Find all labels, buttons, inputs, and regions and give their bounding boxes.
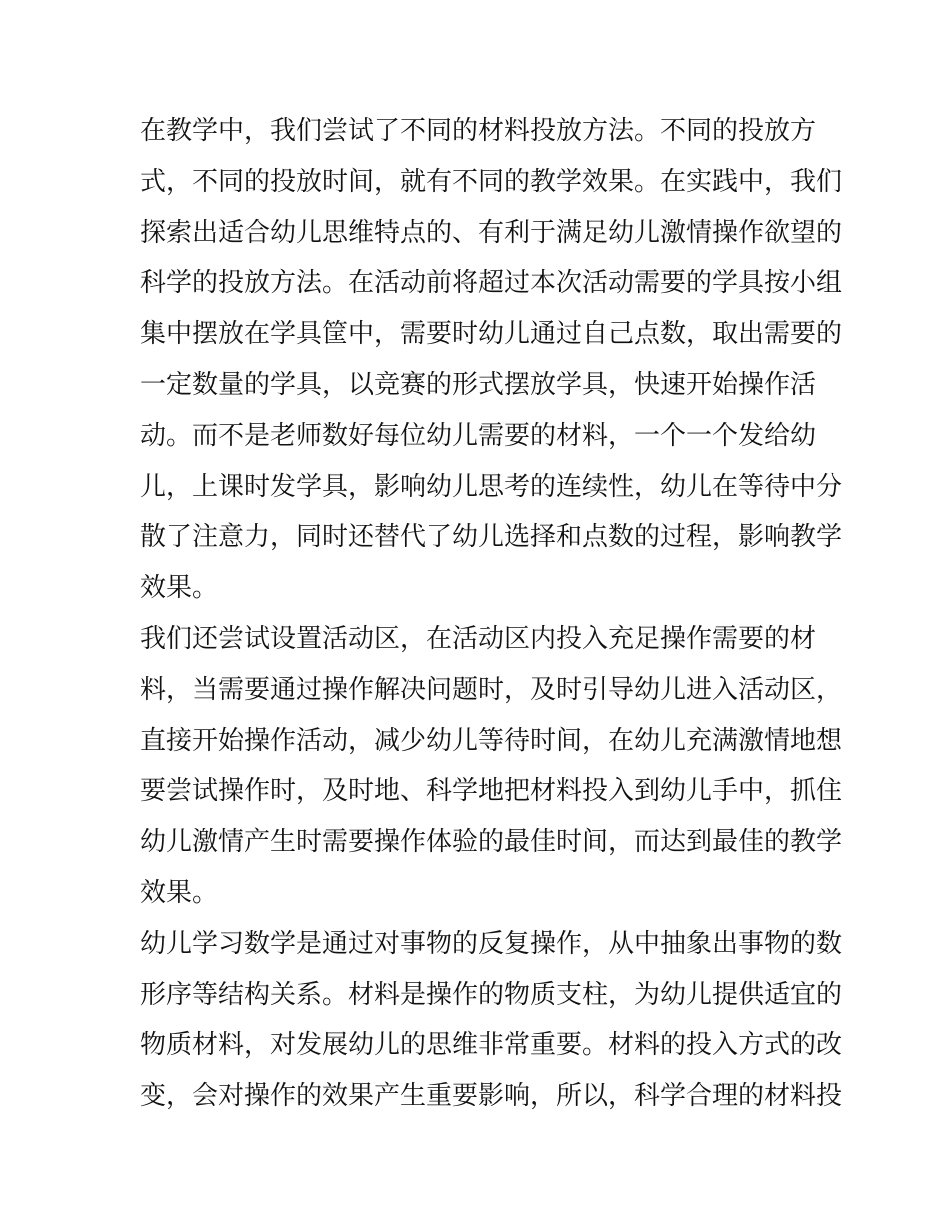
text-line: 效果。 (140, 877, 219, 908)
paragraph-1 (140, 106, 843, 614)
body-text (140, 106, 843, 1122)
text-line: 动。而不是老师数好每位幼儿需要的材料，一个一个发给幼 (140, 420, 817, 451)
text-line: 物质材料，对发展幼儿的思维非常重要。材料的投入方式的改 (140, 1030, 843, 1061)
text-line: 式，不同的投放时间，就有不同的教学效果。在实践中，我们 (140, 166, 843, 197)
paragraph-3 (140, 919, 843, 1122)
text-line: 在教学中，我们尝试了不同的材料投放方法。不同的投放方 (140, 116, 817, 146)
text-line: 形序等结构关系。材料是操作的物质支柱，为幼儿提供适宜的 (140, 979, 843, 1010)
text-line: 要尝试操作时，及时地、科学地把材料投入到幼儿手中，抓住 (140, 776, 843, 807)
text-line: 直接开始操作活动，减少幼儿等待时间，在幼儿充满激情地想 (140, 725, 843, 756)
text-line: 我们还尝试设置活动区，在活动区内投入充足操作需要的材 (140, 623, 817, 654)
text-line: 幼儿学习数学是通过对事物的反复操作，从中抽象出事物的数 (140, 928, 843, 959)
paragraph-2 (140, 614, 843, 919)
text-line: 一定数量的学具，以竞赛的形式摆放学具，快速开始操作活 (140, 369, 817, 400)
text-line: 幼儿激情产生时需要操作体验的最佳时间，而达到最佳的教学 (140, 827, 843, 858)
text-line: 探索出适合幼儿思维特点的、有利于满足幼儿激情操作欲望的 (140, 217, 843, 248)
text-line: 儿，上课时发学具，影响幼儿思考的连续性，幼儿在等待中分 (140, 471, 843, 502)
text-line: 散了注意力，同时还替代了幼儿选择和点数的过程，影响教学 (140, 522, 843, 553)
text-line: 变，会对操作的效果产生重要影响，所以，科学合理的材料投 (140, 1081, 843, 1112)
text-line: 科学的投放方法。在活动前将超过本次活动需要的学具按小组 (140, 268, 843, 299)
text-line: 集中摆放在学具筐中，需要时幼儿通过自己点数，取出需要的 (140, 319, 843, 350)
text-line: 料，当需要通过操作解决问题时，及时引导幼儿进入活动区， (140, 674, 843, 705)
text-line: 效果。 (140, 573, 219, 604)
